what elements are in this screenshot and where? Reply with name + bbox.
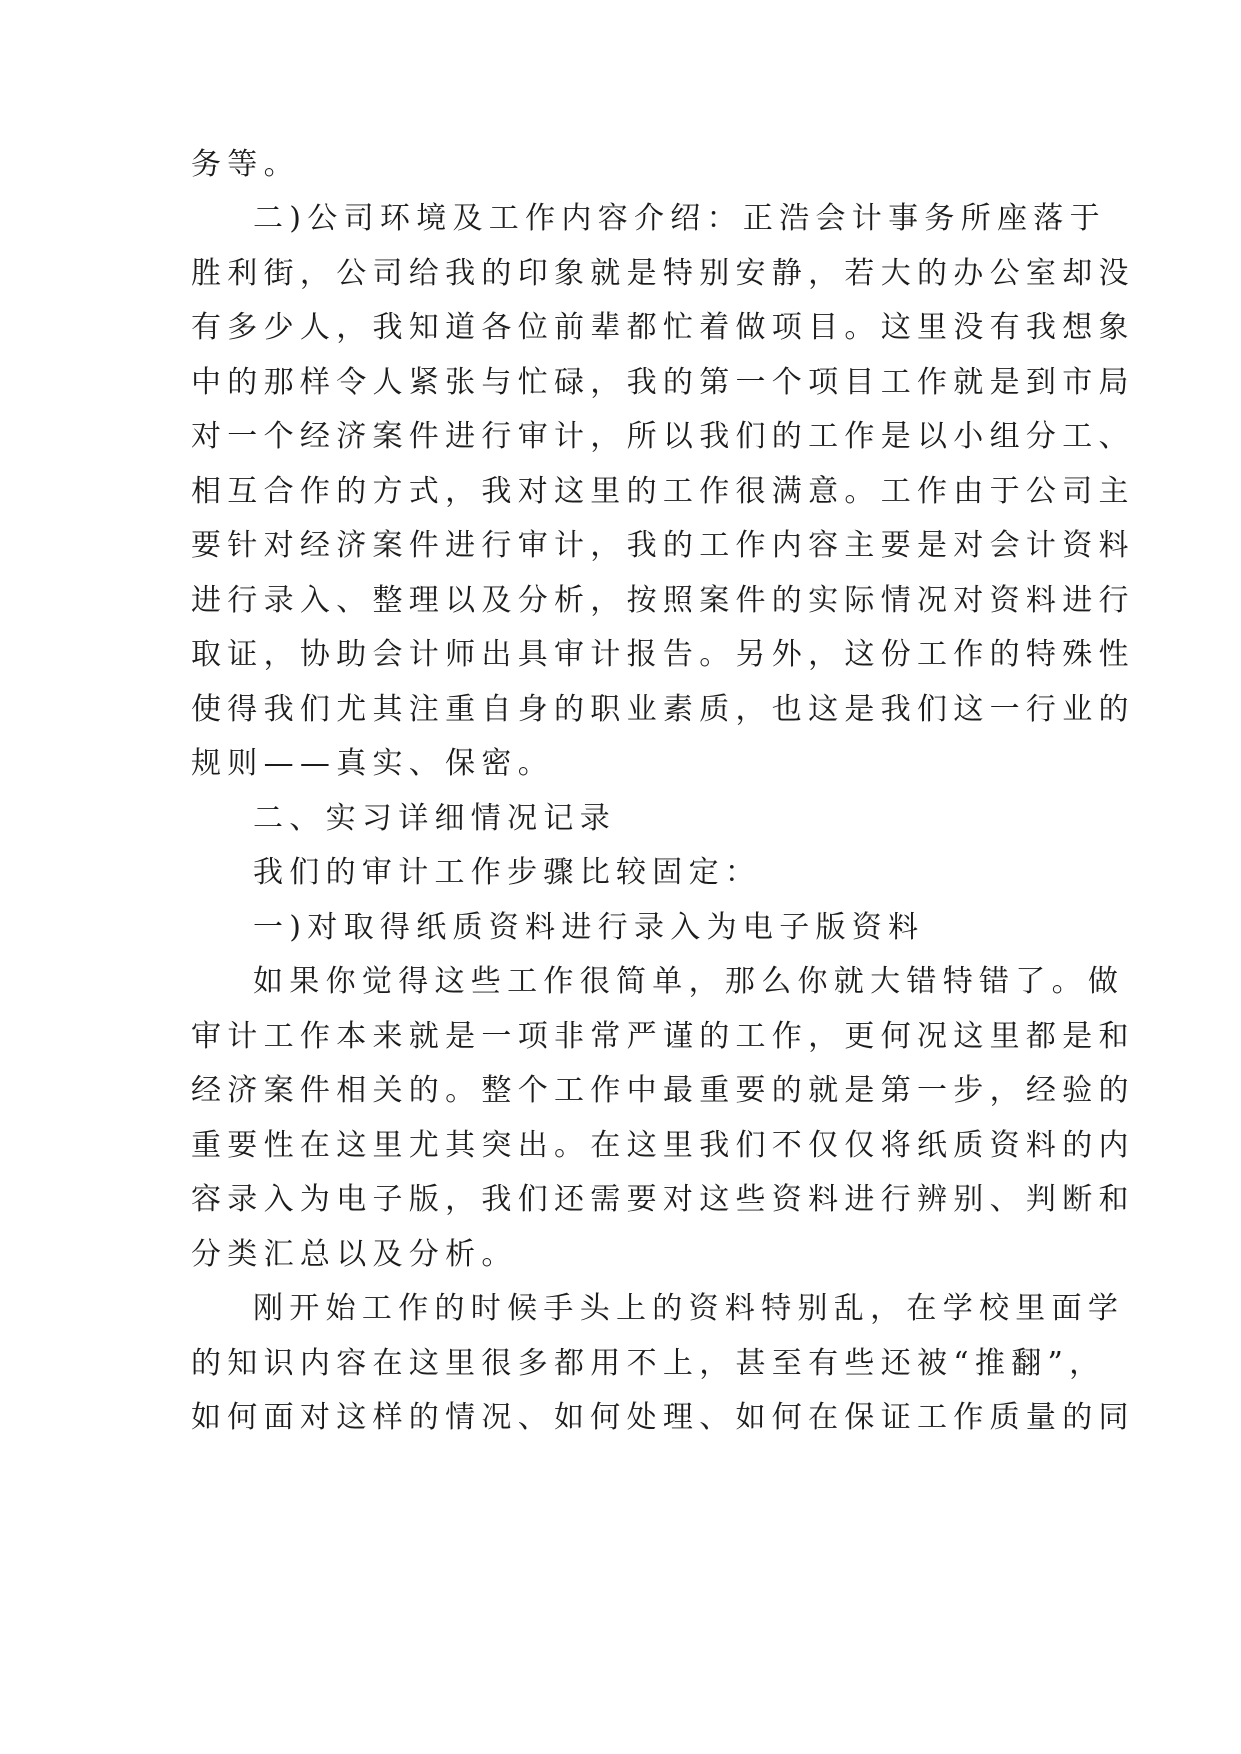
- text-line: 刚开始工作的时候手头上的资料特别乱，在学校里面学: [253, 1291, 1125, 1326]
- text-line: 要针对经济案件进行审计，我的工作内容主要是对会计资料: [191, 528, 1135, 563]
- text-line: 如何面对这样的情况、如何处理、如何在保证工作质量的同: [191, 1400, 1135, 1435]
- text-line: 的知识内容在这里很多都用不上，甚至有些还被“推翻”，: [191, 1346, 1106, 1381]
- text-line: 经济案件相关的。整个工作中最重要的就是第一步，经验的: [191, 1073, 1135, 1108]
- section-heading: 二、实习详细情况记录: [253, 801, 616, 836]
- text-line: 进行录入、整理以及分析，按照案件的实际情况对资料进行: [191, 583, 1135, 618]
- text-line: 如果你觉得这些工作很简单，那么你就大错特错了。做: [253, 964, 1125, 999]
- text-line: 二)公司环境及工作内容介绍：正浩会计事务所座落于: [253, 201, 1106, 236]
- text-line: 容录入为电子版，我们还需要对这些资料进行辨别、判断和: [191, 1182, 1135, 1217]
- text-line: 重要性在这里尤其突出。在这里我们不仅仅将纸质资料的内: [191, 1128, 1135, 1163]
- subsection-heading: 一)对取得纸质资料进行录入为电子版资料: [253, 910, 925, 945]
- text-line: 审计工作本来就是一项非常严谨的工作，更何况这里都是和: [191, 1019, 1135, 1054]
- text-line: 分类汇总以及分析。: [191, 1237, 518, 1272]
- text-line: 使得我们尤其注重自身的职业素质，也这是我们这一行业的: [191, 692, 1135, 727]
- text-line: 有多少人，我知道各位前辈都忙着做项目。这里没有我想象: [191, 310, 1135, 345]
- text-line: 对一个经济案件进行审计，所以我们的工作是以小组分工、: [191, 419, 1135, 454]
- text-line: 胜利街，公司给我的印象就是特别安静，若大的办公室却没: [191, 256, 1135, 291]
- text-line: 取证，协助会计师出具审计报告。另外，这份工作的特殊性: [191, 637, 1135, 672]
- text-line: 相互合作的方式，我对这里的工作很满意。工作由于公司主: [191, 474, 1135, 509]
- text-line: 中的那样令人紧张与忙碌，我的第一个项目工作就是到市局: [191, 365, 1135, 400]
- text-line: 务等。: [191, 147, 300, 182]
- text-line: 我们的审计工作步骤比较固定：: [253, 855, 762, 890]
- text-line: 规则——真实、保密。: [191, 746, 554, 781]
